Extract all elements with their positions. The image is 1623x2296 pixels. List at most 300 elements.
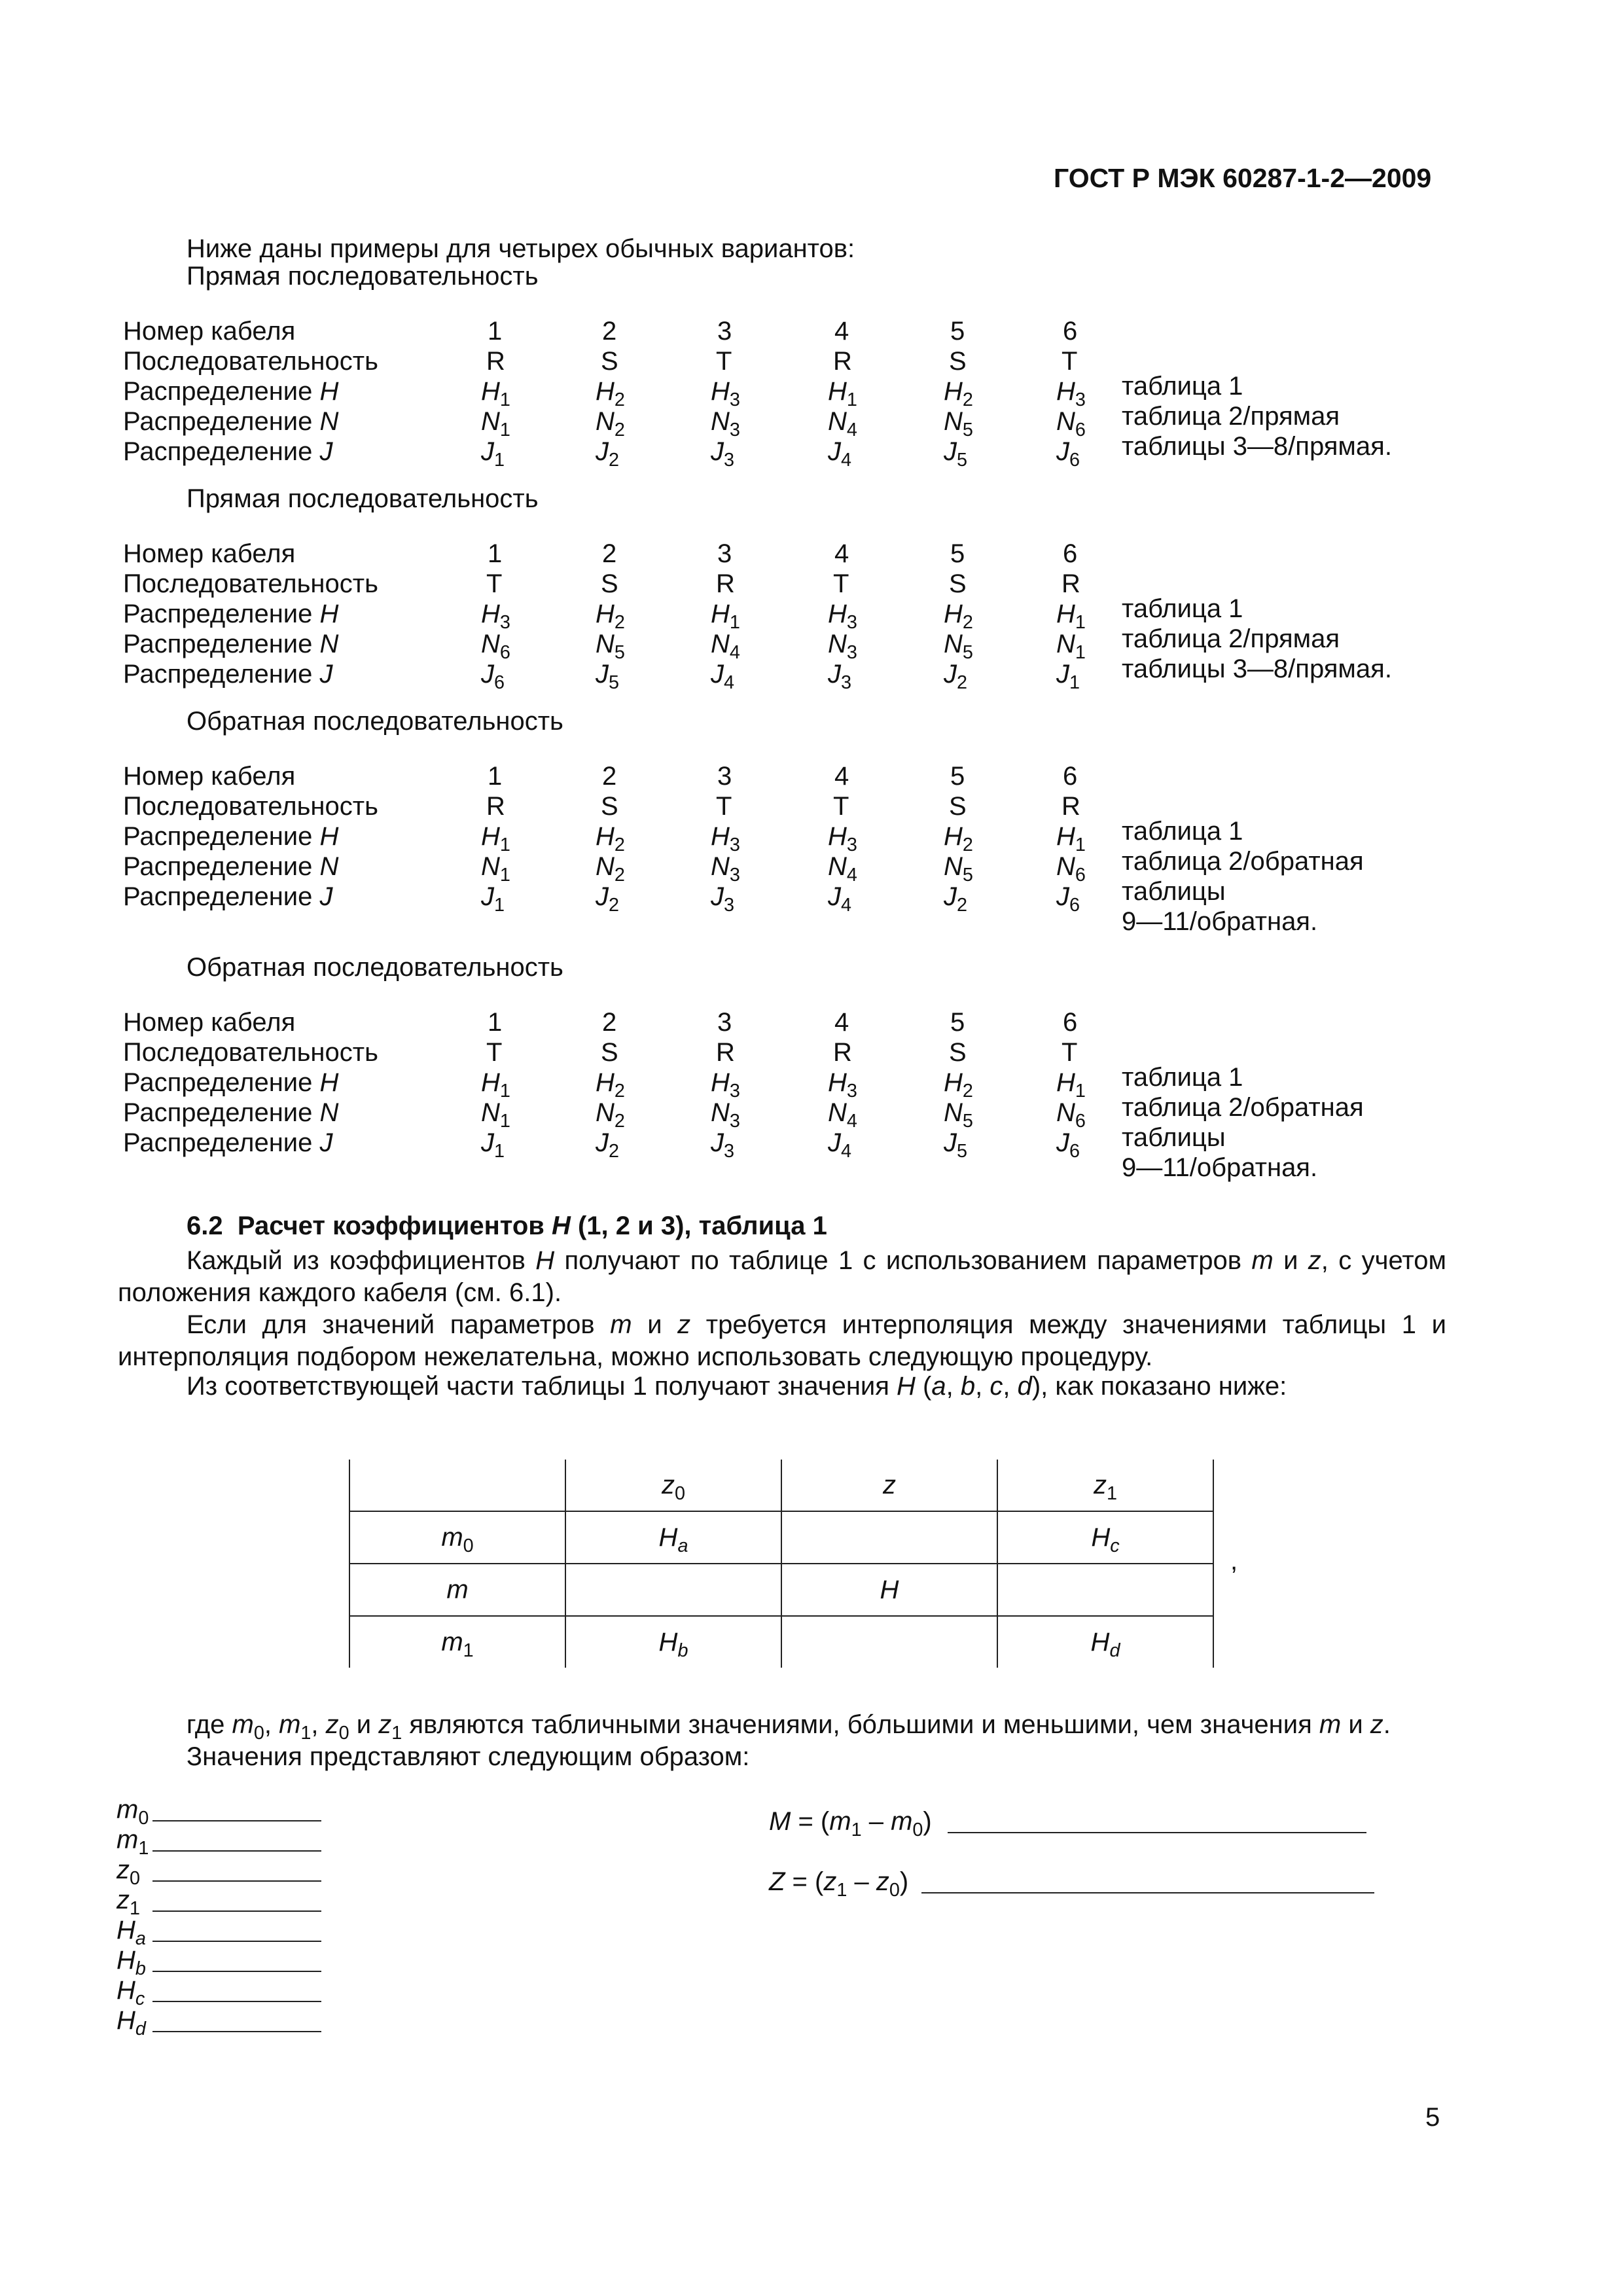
coefficient-index: 1 — [494, 450, 505, 471]
coefficient-j — [1056, 437, 1080, 471]
dist-letter: J — [319, 437, 333, 466]
coefficient-j — [596, 1128, 620, 1162]
block-note: таблицы — [1122, 1123, 1226, 1152]
phase-letter: S — [949, 1038, 967, 1067]
symbol-letter: z — [1093, 1470, 1107, 1499]
coefficient-letter: H — [596, 1068, 615, 1097]
symbol-letter: H — [1090, 1627, 1110, 1657]
label-distribution-j: Распределение J — [123, 437, 333, 466]
coefficient-index: 4 — [729, 642, 740, 664]
coefficient-index: 2 — [609, 895, 620, 916]
cable-number: 4 — [834, 762, 849, 791]
coefficient-h — [596, 1068, 625, 1102]
coefficient-index: 2 — [957, 895, 968, 916]
label-sequence: Последовательность — [123, 569, 378, 598]
symbol-letter: m — [829, 1807, 851, 1836]
phase-letter: S — [949, 347, 967, 376]
variable: m — [610, 1310, 632, 1339]
where-text-content: где $m_0$, $m_1$, $z_0$ и $z_1$ являются табличными значениями, бóльшими и меньшими, чем значения m и z. — [187, 1710, 1391, 1744]
cable-number: 4 — [834, 1008, 849, 1037]
coefficient-letter: H — [1056, 377, 1075, 406]
coefficient-letter: J — [828, 437, 841, 466]
coefficient-n — [1056, 630, 1086, 664]
phase-letter: S — [601, 792, 618, 821]
coefficient-j — [711, 437, 735, 471]
symbol-subscript: 1 — [1106, 1482, 1117, 1504]
coefficient-j — [944, 1128, 968, 1162]
value-fill-line — [152, 1971, 321, 1972]
block-note: таблица 1 — [1122, 1063, 1243, 1092]
phase-letter: S — [601, 569, 618, 598]
symbol-letter: z — [325, 1710, 339, 1739]
coefficient-index: 2 — [962, 1081, 973, 1102]
coefficient-j — [596, 882, 620, 916]
coefficient-n — [828, 407, 857, 441]
phase-letter: T — [486, 569, 503, 598]
value-fill-line — [152, 2001, 321, 2002]
paragraph-1-text: Каждый из коэффициентов H получают по таблице 1 с использованием параметров m и z, с учетом положения каждого кабеля (см. 6.1). — [118, 1246, 1446, 1307]
coefficient-letter: H — [944, 822, 963, 851]
coefficient-index: 2 — [614, 389, 625, 411]
value-symbol — [116, 1916, 146, 1950]
symbol-letter: H — [116, 1916, 135, 1945]
label-cable-number: Номер кабеля — [123, 317, 296, 346]
value-fill-line — [152, 1910, 321, 1912]
phase-letter: R — [486, 347, 505, 376]
phase-letter: S — [601, 347, 618, 376]
coefficient-h — [481, 600, 510, 634]
coefficient-h — [828, 600, 857, 634]
coefficient-h — [944, 822, 973, 856]
label-distribution-n: Распределение N — [123, 630, 339, 658]
coefficient-index: 3 — [729, 1081, 740, 1102]
coefficient-index: 5 — [962, 420, 973, 441]
coefficient-index: 5 — [609, 672, 620, 694]
coefficient-h — [481, 822, 510, 856]
coefficient-index: 5 — [962, 1111, 973, 1132]
block-note: таблица 2/прямая — [1122, 402, 1340, 431]
symbol-subscript: 0 — [889, 1880, 900, 1901]
symbol-letter: z — [661, 1470, 675, 1499]
phase-letter: R — [716, 1038, 735, 1067]
section-title-end: (1, 2 и 3), таблица 1 — [570, 1211, 827, 1240]
symbol-subscript: 1 — [851, 1820, 862, 1841]
coefficient-h — [711, 822, 740, 856]
label-distribution-n: Распределение N — [123, 407, 339, 436]
block-note: таблица 1 — [1122, 817, 1243, 846]
coefficient-letter: N — [596, 407, 615, 436]
coefficient-n — [1056, 407, 1086, 441]
coefficient-j — [944, 437, 968, 471]
label-distribution-j: Распределение J — [123, 882, 333, 911]
cable-number: 4 — [834, 317, 849, 346]
symbol-letter: H — [1091, 1522, 1111, 1552]
coefficient-letter: H — [828, 822, 847, 851]
label-distribution-h: Распределение H — [123, 822, 339, 851]
label-distribution-h: Распределение H — [123, 1068, 339, 1097]
label-sequence: Последовательность — [123, 792, 378, 821]
table-cell — [997, 1564, 1213, 1616]
coefficient-h — [828, 377, 857, 411]
coefficient-h — [828, 822, 857, 856]
value-symbol — [116, 1795, 149, 1829]
label-cable-number: Номер кабеля — [123, 1008, 296, 1037]
coefficient-n — [596, 407, 625, 441]
phase-letter: R — [716, 569, 735, 598]
coefficient-j — [944, 660, 968, 694]
cable-number: 6 — [1063, 539, 1078, 568]
dist-letter: H — [319, 600, 339, 628]
coefficient-letter: H — [944, 377, 963, 406]
coefficient-h — [596, 822, 625, 856]
table-cell — [565, 1564, 781, 1616]
coefficient-index: 1 — [494, 1141, 505, 1162]
coefficient-j — [481, 437, 505, 471]
variable: Z — [769, 1867, 785, 1896]
value-fill-line — [152, 1850, 321, 1852]
coefficient-n — [711, 630, 740, 664]
coefficient-index: 2 — [609, 1141, 620, 1162]
coefficient-h — [828, 1068, 857, 1102]
table-column-header — [781, 1460, 997, 1511]
coefficient-index: 6 — [1069, 450, 1080, 471]
variable: H — [535, 1246, 555, 1275]
value-fill-line — [152, 2031, 321, 2032]
coefficient-letter: N — [481, 407, 500, 436]
phase-letter: T — [716, 792, 732, 821]
coefficient-index: 3 — [499, 612, 510, 634]
coefficient-index: 3 — [729, 389, 740, 411]
coefficient-h — [711, 1068, 740, 1102]
coefficient-j — [711, 660, 735, 694]
symbol-letter: m — [116, 1825, 139, 1854]
formula: $M = (m_1 - m_0)$ — [769, 1807, 932, 1841]
symbol-subscript: 1 — [138, 1838, 149, 1859]
coefficient-index: 4 — [846, 865, 857, 886]
coefficient-index: 2 — [614, 865, 625, 886]
interpolation-table — [349, 1460, 1214, 1668]
block-title: Прямая последовательность — [187, 262, 539, 291]
variable: d — [1017, 1372, 1032, 1401]
coefficient-letter: N — [828, 1098, 847, 1127]
coefficient-j — [1056, 882, 1080, 916]
coefficient-j — [596, 660, 620, 694]
symbol-letter: H — [658, 1522, 678, 1552]
coefficient-index: 5 — [614, 642, 625, 664]
where-text — [187, 1710, 1391, 1744]
coefficient-letter: J — [711, 660, 724, 689]
label-distribution-j: Распределение J — [123, 1128, 333, 1157]
coefficient-letter: H — [828, 377, 847, 406]
value-symbol — [116, 1946, 146, 1980]
coefficient-index: 1 — [499, 1081, 510, 1102]
symbol-subscript: 1 — [836, 1880, 847, 1901]
table-row-header — [349, 1616, 565, 1668]
coefficient-letter: N — [944, 407, 963, 436]
coefficient-index: 2 — [614, 834, 625, 856]
symbol-letter: m — [891, 1807, 913, 1836]
cable-number: 2 — [602, 1008, 617, 1037]
block-title: Обратная последовательность — [187, 707, 563, 736]
label-distribution-n: Распределение N — [123, 1098, 339, 1127]
coefficient-letter: J — [828, 882, 841, 911]
coefficient-letter: N — [596, 852, 615, 881]
symbol-subscript: a — [135, 1928, 146, 1950]
coefficient-index: 1 — [846, 389, 857, 411]
coefficient-index: 5 — [957, 450, 968, 471]
coefficient-n — [1056, 852, 1086, 886]
cable-number: 1 — [488, 762, 503, 791]
coefficient-letter: N — [944, 1098, 963, 1127]
symbol-letter: m — [116, 1795, 139, 1824]
coefficient-j — [711, 882, 735, 916]
symbol-subscript: 0 — [253, 1723, 264, 1744]
symbol-letter: m — [446, 1575, 469, 1604]
table-row-header — [349, 1564, 565, 1616]
coefficient-letter: H — [1056, 600, 1075, 628]
coefficient-letter: J — [1056, 1128, 1069, 1157]
cable-number: 5 — [950, 762, 965, 791]
coefficient-index: 4 — [724, 672, 735, 694]
coefficient-letter: H — [944, 600, 963, 628]
symbol-letter: m — [232, 1710, 254, 1739]
variable: z — [1308, 1246, 1321, 1275]
phase-letter: T — [716, 347, 732, 376]
coefficient-index: 3 — [729, 1111, 740, 1132]
coefficient-index: 1 — [729, 612, 740, 634]
coefficient-index: 4 — [841, 895, 852, 916]
coefficient-index: 6 — [494, 672, 505, 694]
coefficient-index: 6 — [1075, 420, 1086, 441]
cable-number: 3 — [717, 1008, 732, 1037]
coefficient-n — [596, 1098, 625, 1132]
coefficient-letter: J — [481, 437, 494, 466]
formula-fill-line — [921, 1892, 1374, 1893]
phase-letter: T — [833, 569, 849, 598]
table-cell — [781, 1564, 997, 1616]
coefficient-letter: J — [481, 882, 494, 911]
value-fill-line — [152, 1880, 321, 1882]
block-note: таблицы 3—8/прямая. — [1122, 655, 1392, 683]
coefficient-j — [481, 1128, 505, 1162]
intro-text: Ниже даны примеры для четырех обычных вариантов: — [187, 234, 855, 263]
variable: b — [960, 1372, 976, 1401]
coefficient-letter: J — [711, 1128, 724, 1157]
symbol-subscript: b — [677, 1640, 688, 1661]
phase-letter: R — [833, 1038, 852, 1067]
cable-number: 3 — [717, 762, 732, 791]
coefficient-h — [596, 600, 625, 634]
symbol-subscript: c — [1110, 1535, 1120, 1556]
block-note: таблица 1 — [1122, 372, 1243, 401]
page-number: 5 — [1425, 2103, 1440, 2132]
section-heading — [187, 1213, 827, 1239]
symbol-subscript: 0 — [463, 1535, 474, 1556]
label-sequence: Последовательность — [123, 1038, 378, 1067]
coefficient-j — [1056, 1128, 1080, 1162]
table-row — [349, 1616, 1213, 1668]
phase-letter: R — [833, 347, 852, 376]
formula: $Z = (z_1 - z_0)$ — [769, 1867, 909, 1901]
dist-letter: J — [319, 1128, 333, 1157]
coefficient-h — [944, 1068, 973, 1102]
coefficient-letter: H — [828, 600, 847, 628]
values-intro: Значения представляют следующим образом: — [187, 1742, 750, 1771]
coefficient-index: 3 — [729, 865, 740, 886]
dist-letter: N — [319, 852, 339, 881]
symbol-subscript: 1 — [130, 1898, 141, 1920]
table-trailing-comma: , — [1230, 1547, 1238, 1575]
coefficient-letter: N — [828, 852, 847, 881]
coefficient-index: 3 — [724, 1141, 735, 1162]
coefficient-n — [828, 630, 857, 664]
phase-letter: S — [601, 1038, 618, 1067]
table-column-header — [997, 1460, 1213, 1511]
label-sequence: Последовательность — [123, 347, 378, 376]
symbol-letter: z — [378, 1710, 392, 1739]
table-cell — [997, 1616, 1213, 1668]
coefficient-j — [828, 882, 852, 916]
coefficient-index: 3 — [729, 834, 740, 856]
symbol-subscript: 1 — [463, 1640, 474, 1661]
coefficient-letter: N — [1056, 1098, 1075, 1127]
symbol-subscript: d — [135, 2018, 146, 2040]
variable: m — [1319, 1710, 1342, 1739]
coefficient-h — [481, 377, 510, 411]
variable: a — [931, 1372, 946, 1401]
symbol-letter: z — [116, 1856, 130, 1884]
coefficient-n — [944, 630, 973, 664]
coefficient-letter: J — [944, 660, 957, 689]
coefficient-letter: H — [711, 822, 730, 851]
symbol-letter: m — [441, 1627, 463, 1657]
cable-number: 6 — [1063, 317, 1078, 346]
coefficient-h — [944, 600, 973, 634]
coefficient-index: 4 — [846, 420, 857, 441]
symbol-subscript: d — [1109, 1640, 1120, 1661]
coefficient-letter: N — [711, 407, 730, 436]
table-cell — [565, 1616, 781, 1668]
cable-number: 5 — [950, 317, 965, 346]
coefficient-letter: J — [481, 1128, 494, 1157]
coefficient-n — [944, 407, 973, 441]
dist-letter: N — [319, 630, 339, 658]
block-title: Обратная последовательность — [187, 953, 563, 982]
coefficient-n — [1056, 1098, 1086, 1132]
dist-letter: H — [319, 822, 339, 851]
phase-letter: T — [1061, 1038, 1078, 1067]
variable: M — [769, 1807, 791, 1836]
paragraph-2 — [118, 1309, 1446, 1373]
coefficient-index: 6 — [1075, 1111, 1086, 1132]
coefficient-h — [1056, 1068, 1086, 1102]
section-title-var: H — [551, 1211, 571, 1240]
symbol-letter: m — [441, 1522, 463, 1552]
coefficient-h — [1056, 822, 1086, 856]
cable-number: 3 — [717, 539, 732, 568]
value-fill-line — [152, 1941, 321, 1942]
coefficient-letter: J — [1056, 437, 1069, 466]
label-distribution-n: Распределение N — [123, 852, 339, 881]
symbol-letter: H — [880, 1575, 899, 1604]
symbol-subscript: 0 — [130, 1868, 141, 1890]
coefficient-index: 4 — [841, 1141, 852, 1162]
coefficient-letter: N — [481, 1098, 500, 1127]
coefficient-letter: H — [711, 600, 730, 628]
coefficient-letter: J — [596, 1128, 609, 1157]
paragraph-1 — [118, 1245, 1446, 1309]
variable: H — [897, 1372, 916, 1401]
table-cell — [781, 1616, 997, 1668]
coefficient-h — [1056, 377, 1086, 411]
coefficient-j — [481, 660, 505, 694]
coefficient-index: 1 — [499, 865, 510, 886]
value-symbol — [116, 1886, 141, 1920]
cable-number: 1 — [488, 539, 503, 568]
coefficient-n — [481, 1098, 510, 1132]
coefficient-h — [481, 1068, 510, 1102]
coefficient-index: 6 — [1075, 865, 1086, 886]
coefficient-letter: H — [596, 377, 615, 406]
coefficient-index: 1 — [1069, 672, 1080, 694]
coefficient-index: 4 — [846, 1111, 857, 1132]
coefficient-letter: H — [1056, 1068, 1075, 1097]
cable-number: 5 — [950, 1008, 965, 1037]
phase-letter: T — [1061, 347, 1078, 376]
coefficient-n — [711, 407, 740, 441]
symbol-subscript: b — [135, 1958, 146, 1980]
coefficient-index: 2 — [614, 612, 625, 634]
coefficient-n — [944, 852, 973, 886]
paragraph-2-text: Если для значений параметров m и z требуется интерполяция между значениями таблицы 1 и интерполяция подбором нежелательна, можно использовать следующую процедуру. — [118, 1310, 1446, 1371]
table-corner-cell — [349, 1460, 565, 1511]
coefficient-index: 1 — [499, 389, 510, 411]
phase-letter: S — [949, 792, 967, 821]
coefficient-h — [596, 377, 625, 411]
value-symbol — [116, 1856, 141, 1890]
coefficient-index: 1 — [1075, 612, 1086, 634]
coefficient-index: 2 — [609, 450, 620, 471]
label-cable-number: Номер кабеля — [123, 762, 296, 791]
cable-number: 2 — [602, 317, 617, 346]
coefficient-index: 2 — [962, 834, 973, 856]
cable-number: 2 — [602, 762, 617, 791]
coefficient-letter: J — [944, 437, 957, 466]
dist-letter: H — [319, 1068, 339, 1097]
coefficient-index: 1 — [499, 420, 510, 441]
coefficient-letter: J — [711, 437, 724, 466]
cable-number: 4 — [834, 539, 849, 568]
coefficient-n — [481, 630, 510, 664]
phase-letter: T — [833, 792, 849, 821]
coefficient-j — [596, 437, 620, 471]
coefficient-index: 6 — [499, 642, 510, 664]
block-title: Прямая последовательность — [187, 484, 539, 513]
symbol-letter: z — [823, 1867, 837, 1896]
coefficient-letter: N — [828, 630, 847, 658]
coefficient-index: 5 — [962, 642, 973, 664]
coefficient-j — [828, 437, 852, 471]
coefficient-index: 5 — [962, 865, 973, 886]
coefficient-n — [596, 852, 625, 886]
block-note: 9—11/обратная. — [1122, 1153, 1318, 1182]
value-fill-line — [152, 1820, 321, 1821]
coefficient-j — [944, 882, 968, 916]
coefficient-letter: N — [596, 630, 615, 658]
symbol-subscript: 0 — [674, 1482, 685, 1504]
symbol-letter: H — [116, 2006, 135, 2035]
coefficient-letter: J — [596, 660, 609, 689]
